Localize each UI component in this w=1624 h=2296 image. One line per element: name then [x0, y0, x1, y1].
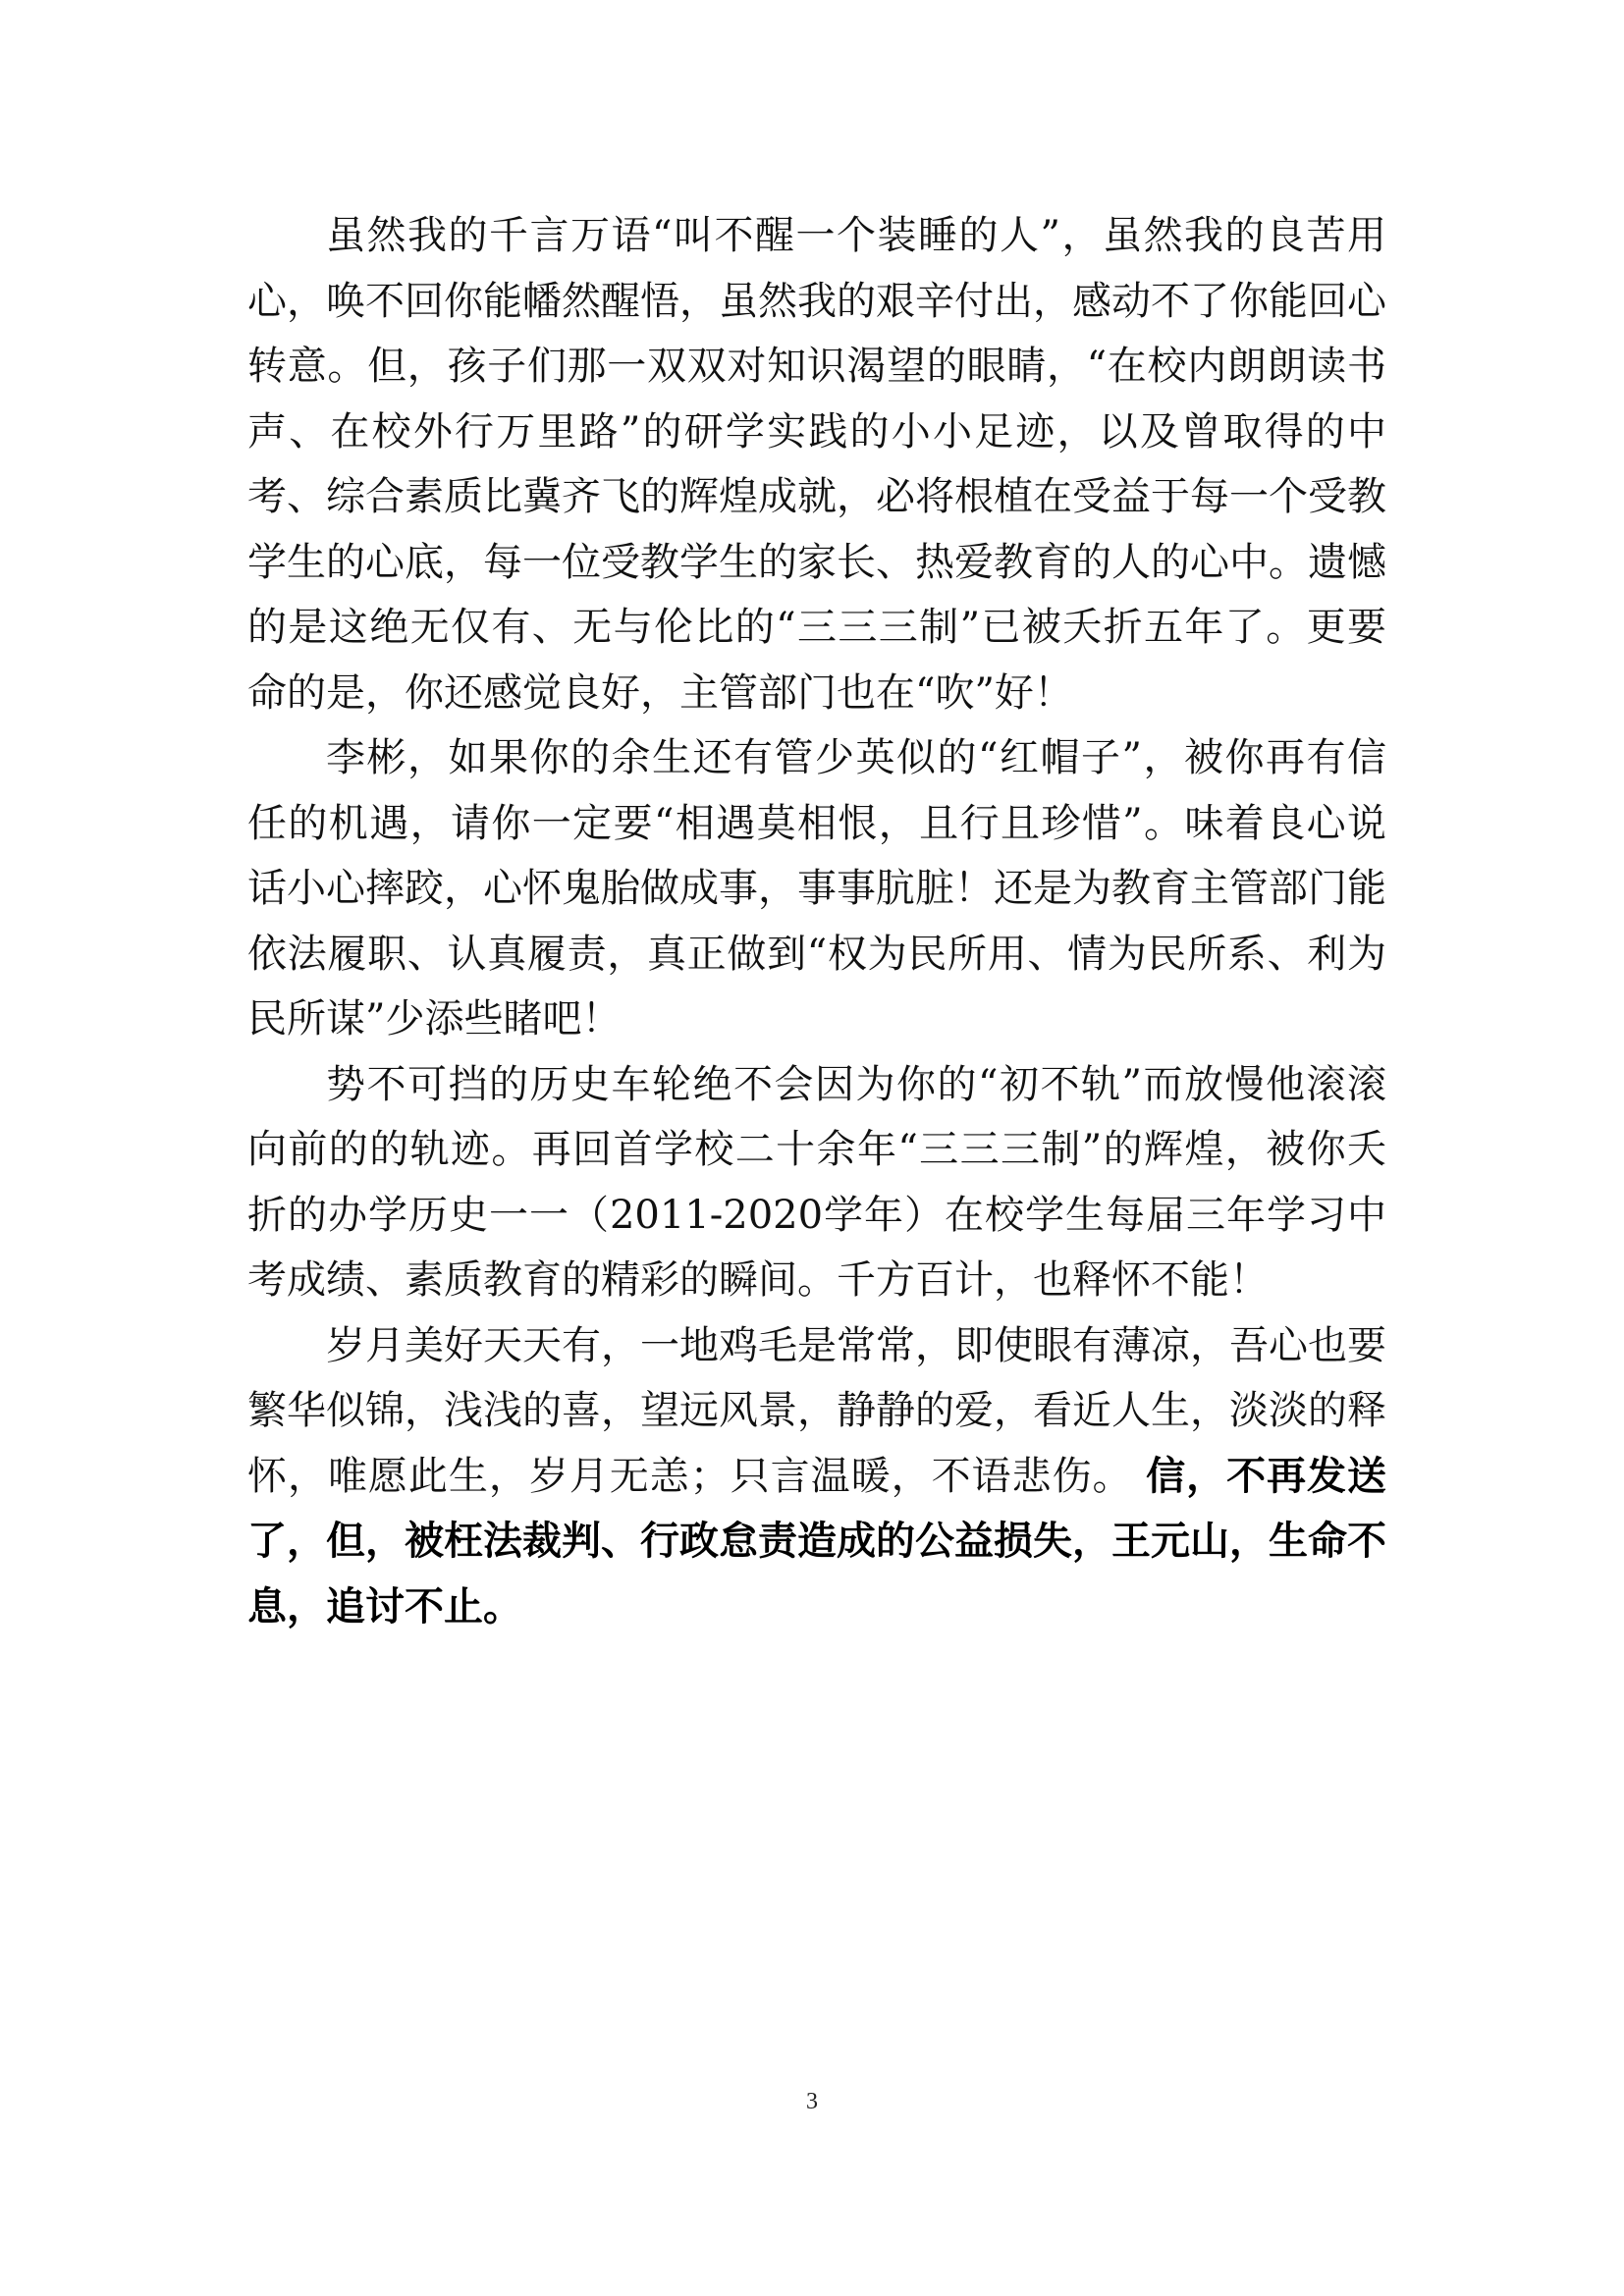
paragraph-4-text: 岁月美好天天有，一地鸡毛是常常，即使眼有薄凉，吾心也要繁华似锦，浅浅的喜，望远风景，静静的爱，看近人生，淡淡的释怀，唯愿此生，岁月无恙；只言温暖，不语悲伤。: [247, 1322, 1386, 1499]
paragraph-4: [247, 1313, 1386, 1640]
body-text: [247, 203, 1386, 1639]
paragraph-1: 虽然我的千言万语“叫不醒一个装睡的人”，虽然我的良苦用心，唤不回你能幡然醒悟，虽然我的艰辛付出，感动不了你能回心转意。但，孩子们那一双双对知识渴望的眼睛，“在校内朗朗读书声、在校外行万里路”的研学实践的小小足迹，以及曾取得的中考、综合素质比冀齐飞的辉煌成就，必将根植在受益于每一个受教学生的心底，每一位受教学生的家长、热爱教育的人的心中。遗憾的是这绝无仅有、无与伦比的“三三三制”已被夭折五年了。更要命的是，你还感觉良好，主管部门也在“吹”好！: [247, 213, 1386, 716]
page-number: 3: [806, 2089, 818, 2114]
paragraph-2: 李彬，如果你的余生还有管少英似的“红帽子”，被你再有信任的机遇，请你一定要“相遇莫相恨，且行且珍惜”。味着良心说话小心摔跤，心怀鬼胎做成事，事事肮脏！还是为教育主管部门能依法履职、认真履责，真正做到“权为民所用、情为民所系、利为民所谋”少添些睹吧！: [247, 735, 1386, 1041]
paragraph-3: 势不可挡的历史车轮绝不会因为你的“初不轨”而放慢他滚滚向前的的轨迹。再回首学校二十余年“三三三制”的辉煌，被你夭折的办学历史一一（2011-2020学年）在校学生每届三年学习中考成绩、素质教育的精彩的瞬间。千方百计，也释怀不能！: [247, 1061, 1386, 1303]
closing-statement: 信，不再发送了，但，被枉法裁判、行政怠责造成的公益损失，王元山，生命不息，追讨不止。: [247, 1452, 1387, 1629]
